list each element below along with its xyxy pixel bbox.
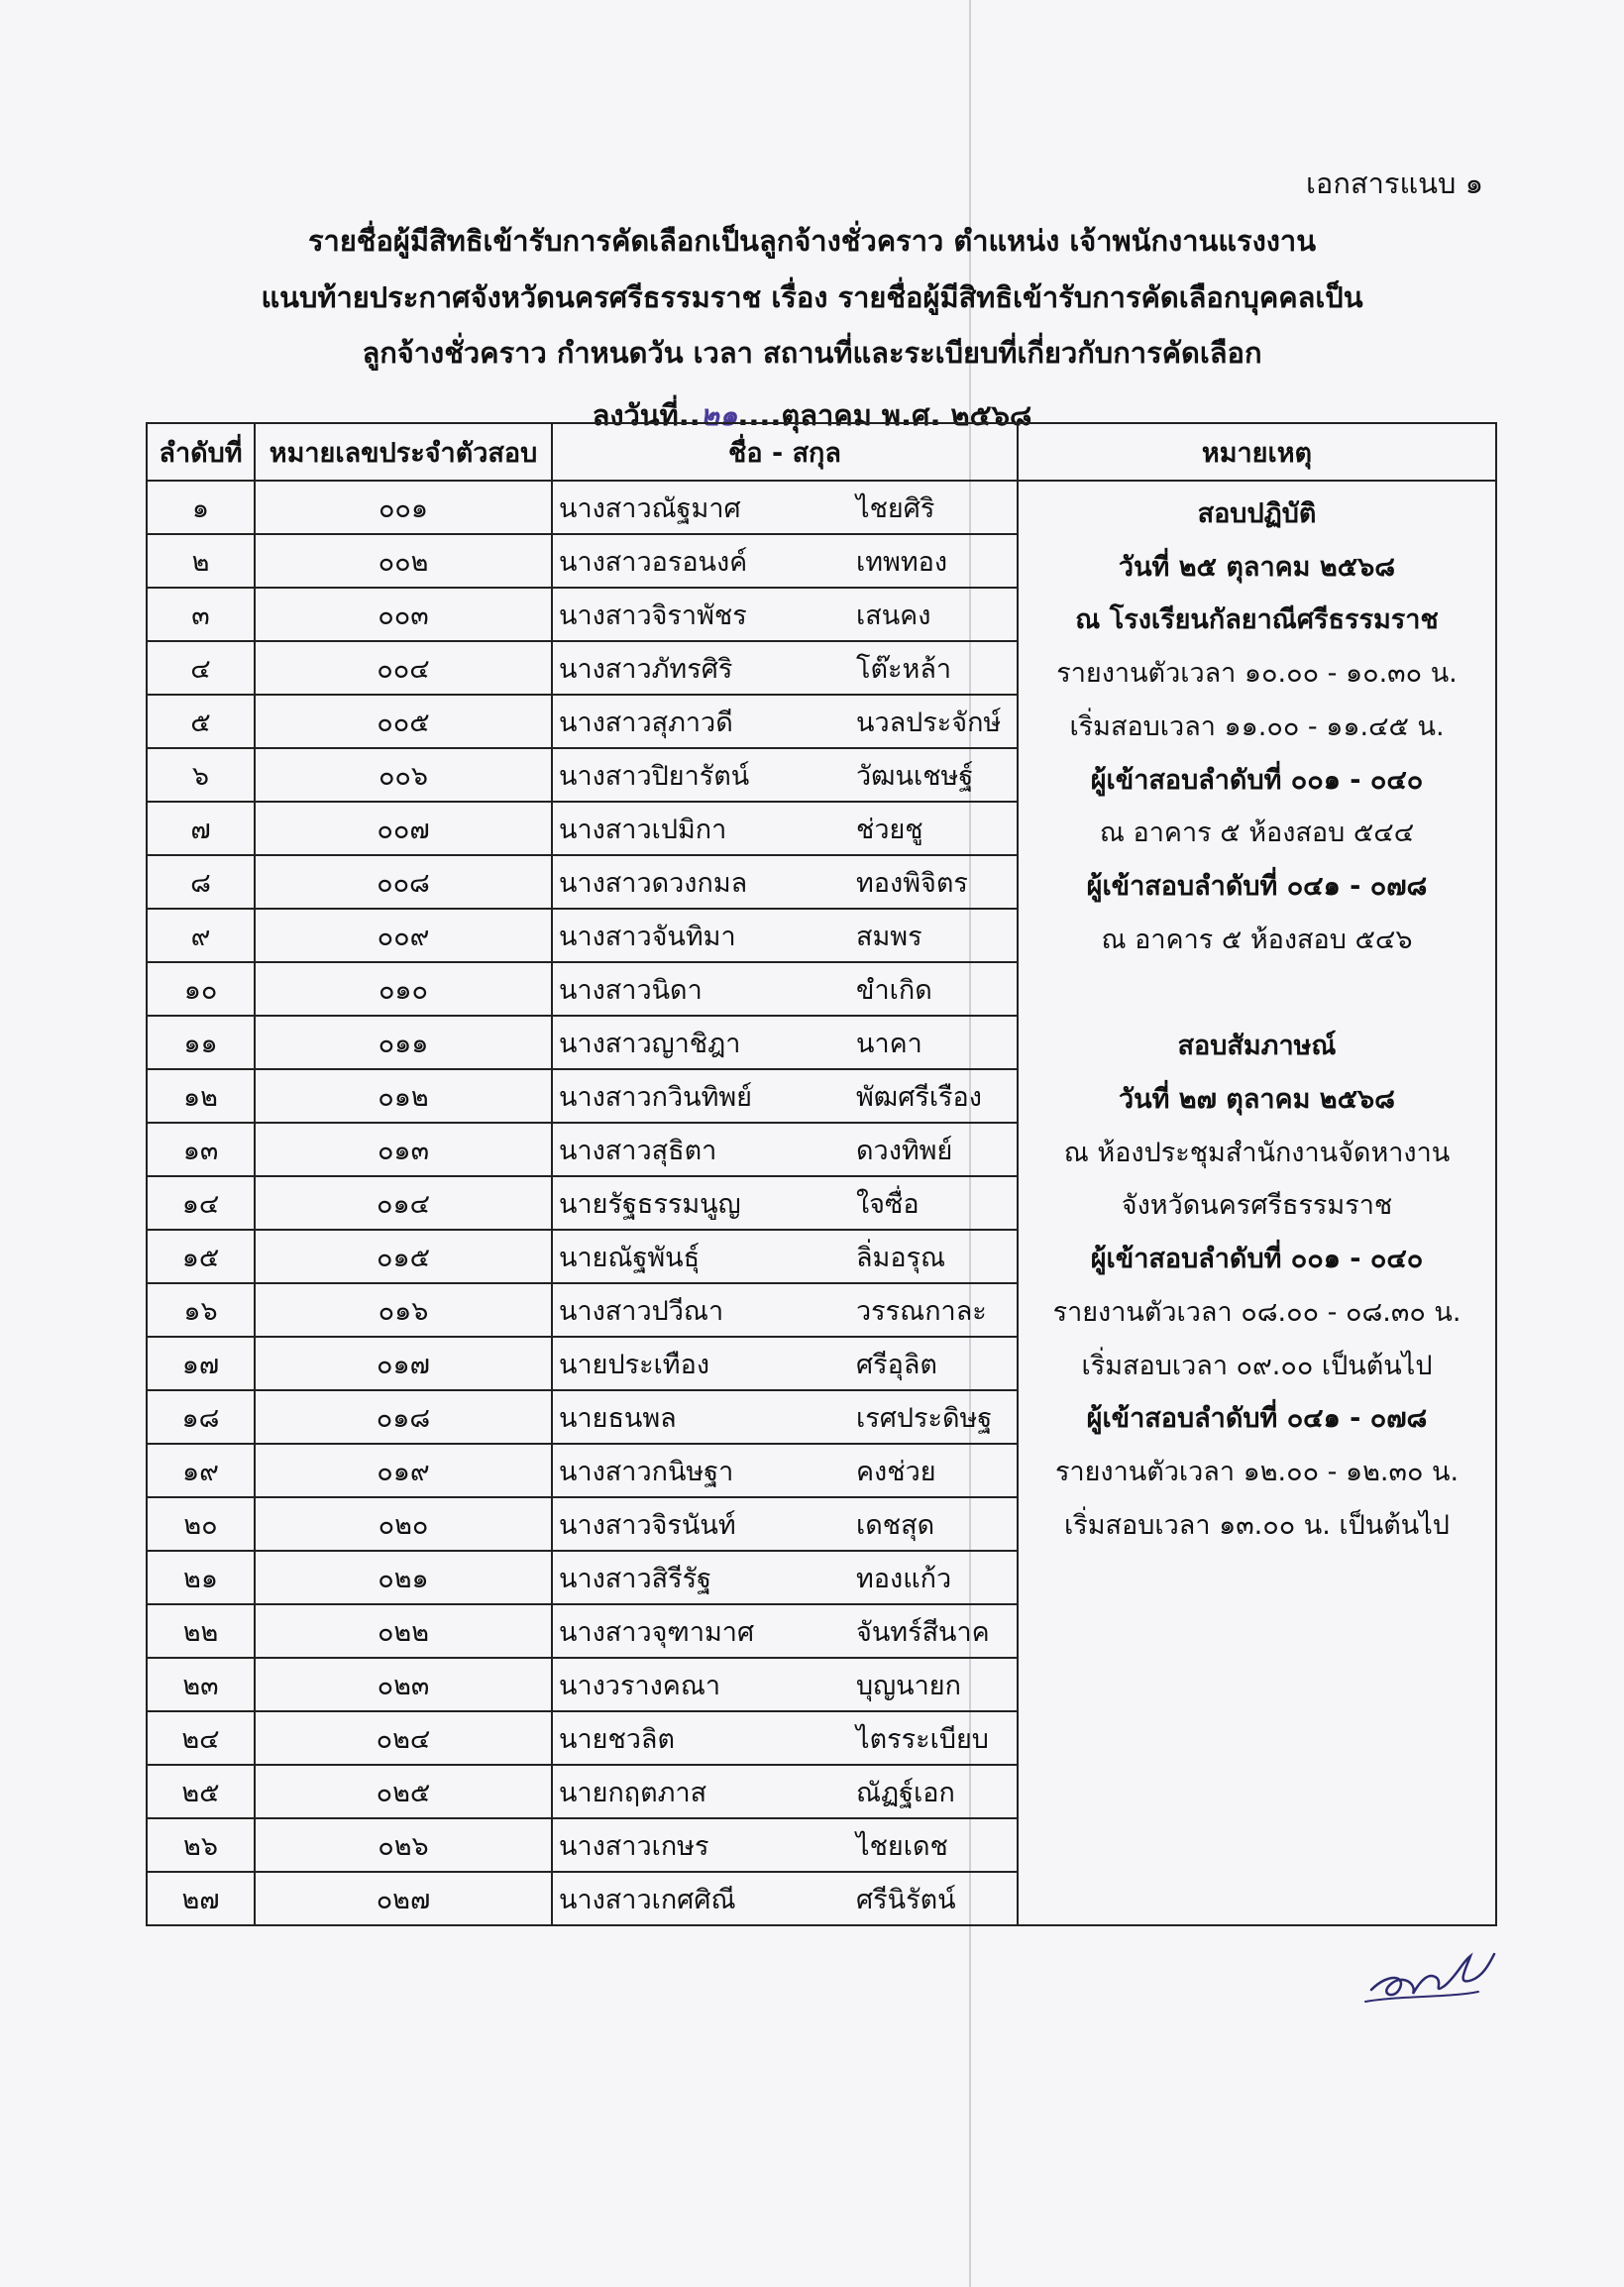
row-full-name [552, 1230, 1018, 1283]
row-full-name [552, 1283, 1018, 1337]
interview-report-2: รายงานตัวเวลา ๑๒.๐๐ - ๑๒.๓๐ น. [1054, 1456, 1460, 1487]
row-full-name [552, 534, 1018, 588]
practical-group-1: ผู้เข้าสอบลำดับที่ ๐๐๑ - ๐๔๐ [1090, 764, 1424, 796]
row-surname: นวลประจักษ์ [856, 707, 1002, 738]
title-line-3: ลูกจ้างชั่วคราว กำหนดวัน เวลา สถานที่และระเบียบที่เกี่ยวกับการคัดเลือก [362, 336, 1262, 370]
signature [1359, 1932, 1503, 2012]
row-name: นายรัฐธรรมนูญ [559, 1188, 741, 1220]
row-full-name [552, 695, 1018, 748]
row-surname: สมพร [856, 921, 922, 952]
row-full-name [552, 588, 1018, 641]
date-dots-1: .. [678, 398, 701, 432]
row-number: ๑๒ [147, 1069, 255, 1123]
row-name: นายธนพล [559, 1402, 677, 1434]
row-name: นางสาวญาชิฎา [559, 1028, 741, 1059]
practical-heading: สอบปฏิบัติ [1197, 498, 1317, 529]
row-surname: ไชยศิริ [856, 492, 935, 524]
row-full-name [552, 1497, 1018, 1551]
row-full-name [552, 1872, 1018, 1925]
row-name: นางสาวณัฐมาศ [559, 492, 741, 524]
row-exam-id: ๐๐๗ [255, 802, 552, 855]
date-dots-2: .... [737, 398, 782, 432]
row-surname: ใจซื่อ [856, 1188, 920, 1220]
row-exam-id: ๐๐๖ [255, 748, 552, 802]
date-prefix: ลงวันที่ [592, 398, 679, 432]
row-number: ๑๔ [147, 1176, 255, 1230]
row-full-name [552, 909, 1018, 962]
row-name: นายชวลิต [559, 1723, 676, 1755]
practical-venue: ณ โรงเรียนกัลยาณีศรีธรรมราช [1075, 604, 1439, 636]
row-name: นางสาวสุธิตา [559, 1135, 717, 1166]
row-full-name [552, 1390, 1018, 1444]
row-name: นางสาวเกษร [559, 1830, 709, 1862]
practical-report-time: รายงานตัวเวลา ๑๐.๐๐ - ๑๐.๓๐ น. [1056, 658, 1458, 690]
row-exam-id: ๐๑๕ [255, 1230, 552, 1283]
row-full-name [552, 962, 1018, 1016]
row-number: ๑๘ [147, 1390, 255, 1444]
row-surname: เรศประดิษฐ [856, 1402, 993, 1434]
row-name: นางสาวสิรีรัฐ [559, 1563, 711, 1594]
row-number: ๒๓ [147, 1658, 255, 1711]
row-exam-id: ๐๑๖ [255, 1283, 552, 1337]
row-name: นางสาวจันทิมา [559, 921, 736, 952]
row-number: ๑๐ [147, 962, 255, 1016]
row-exam-id: ๐๒๗ [255, 1872, 552, 1925]
interview-group-1: ผู้เข้าสอบลำดับที่ ๐๐๑ - ๐๔๐ [1090, 1244, 1424, 1275]
row-name: นางสาวภัทรศิริ [559, 653, 733, 685]
row-full-name [552, 1551, 1018, 1604]
row-surname: บุญนายก [856, 1670, 961, 1701]
row-surname: ไตรระเบียบ [856, 1723, 989, 1755]
row-surname: ณัฏฐ์เอก [856, 1777, 955, 1808]
row-exam-id: ๐๒๑ [255, 1551, 552, 1604]
column-header-name: ชื่อ - สกุล [552, 423, 1018, 481]
interview-start-2: เริ่มสอบเวลา ๑๓.๐๐ น. เป็นต้นไป [1064, 1509, 1450, 1541]
interview-heading: สอบสัมภาษณ์ [1177, 1031, 1337, 1062]
interview-report-1: รายงานตัวเวลา ๐๘.๐๐ - ๐๘.๓๐ น. [1052, 1296, 1462, 1328]
row-full-name [552, 1818, 1018, 1872]
row-name: นางสาวกวินทิพย์ [559, 1081, 752, 1113]
row-full-name [552, 641, 1018, 695]
row-number: ๖ [147, 748, 255, 802]
row-number: ๒๗ [147, 1872, 255, 1925]
row-surname: ไชยเดช [856, 1830, 948, 1862]
remarks-spacer [1019, 966, 1495, 1020]
row-surname: ศรีอุลิต [856, 1349, 937, 1380]
row-number: ๑ [147, 481, 255, 534]
row-surname: วรรณกาละ [856, 1295, 987, 1327]
attachment-label: เอกสารแนบ ๑ [1306, 166, 1483, 200]
row-exam-id: ๐๒๐ [255, 1497, 552, 1551]
interview-group-2: ผู้เข้าสอบลำดับที่ ๐๔๑ - ๐๗๘ [1086, 1403, 1428, 1435]
practical-group-2: ผู้เข้าสอบลำดับที่ ๐๔๑ - ๐๗๘ [1086, 870, 1428, 902]
row-exam-id: ๐๐๕ [255, 695, 552, 748]
row-number: ๒๕ [147, 1765, 255, 1818]
row-surname: ดวงทิพย์ [856, 1135, 953, 1166]
row-surname: จันทร์สีนาค [856, 1616, 990, 1648]
row-surname: ขำเกิด [856, 974, 932, 1006]
remarks-cell [1018, 481, 1496, 1925]
row-surname: คงช่วย [856, 1456, 936, 1487]
row-full-name [552, 802, 1018, 855]
row-name: นางสาวอรอนงค์ [559, 546, 748, 578]
table-body [147, 481, 1496, 1925]
row-number: ๒๐ [147, 1497, 255, 1551]
interview-start-1: เริ่มสอบเวลา ๐๙.๐๐ เป็นต้นไป [1081, 1350, 1433, 1381]
row-name: นางสาวจิรนันท์ [559, 1509, 736, 1541]
handwritten-date: ๒๑ [700, 398, 738, 432]
row-number: ๔ [147, 641, 255, 695]
row-full-name [552, 1123, 1018, 1176]
row-name: นางสาวสุภาวดี [559, 707, 733, 738]
practical-date: วันที่ ๒๕ ตุลาคม ๒๕๖๘ [1118, 551, 1396, 583]
row-exam-id: ๐๒๕ [255, 1765, 552, 1818]
row-exam-id: ๐๑๑ [255, 1016, 552, 1069]
row-surname: เสนคง [856, 599, 931, 631]
row-name: นางสาวเปมิกา [559, 814, 727, 845]
table-row [147, 481, 1496, 534]
title-line-2: แนบท้ายประกาศจังหวัดนครศรีธรรมราช เรื่อง รายชื่อผู้มีสิทธิเข้ารับการคัดเลือกบุคคลเป็น [261, 280, 1363, 314]
row-number: ๓ [147, 588, 255, 641]
row-number: ๒๒ [147, 1604, 255, 1658]
row-full-name [552, 1016, 1018, 1069]
row-exam-id: ๐๐๑ [255, 481, 552, 534]
row-exam-id: ๐๐๙ [255, 909, 552, 962]
row-exam-id: ๐๒๒ [255, 1604, 552, 1658]
row-surname: ลิ่มอรุณ [856, 1242, 946, 1273]
row-number: ๘ [147, 855, 255, 909]
row-number: ๒ [147, 534, 255, 588]
row-surname: ทองแก้ว [856, 1563, 952, 1594]
row-surname: เดชสุด [856, 1509, 935, 1541]
practical-start-time: เริ่มสอบเวลา ๑๑.๐๐ - ๑๑.๔๕ น. [1069, 710, 1445, 742]
row-number: ๑๕ [147, 1230, 255, 1283]
row-name: นางสาวเกศศิณี [559, 1884, 736, 1915]
row-name: นางสาวนิดา [559, 974, 703, 1006]
row-surname: เทพทอง [856, 546, 948, 578]
row-exam-id: ๐๑๔ [255, 1176, 552, 1230]
table-header-row [147, 423, 1496, 481]
row-name: นางสาวจุฑามาศ [559, 1616, 755, 1648]
column-header-remarks: หมายเหตุ [1018, 423, 1496, 481]
candidate-table [146, 422, 1497, 1926]
row-exam-id: ๐๒๔ [255, 1711, 552, 1765]
row-name: นางสาวกนิษฐา [559, 1456, 734, 1487]
row-name: นายณัฐพันธุ์ [559, 1242, 701, 1273]
row-full-name [552, 1444, 1018, 1497]
row-exam-id: ๐๐๔ [255, 641, 552, 695]
column-header-exam-id: หมายเลขประจำตัวสอบ [255, 423, 552, 481]
row-number: ๒๑ [147, 1551, 255, 1604]
row-full-name [552, 748, 1018, 802]
row-exam-id: ๐๒๓ [255, 1658, 552, 1711]
row-number: ๗ [147, 802, 255, 855]
row-full-name [552, 1176, 1018, 1230]
row-full-name [552, 1711, 1018, 1765]
row-full-name [552, 1604, 1018, 1658]
interview-date: วันที่ ๒๗ ตุลาคม ๒๕๖๘ [1118, 1084, 1396, 1116]
practical-room-1: ณ อาคาร ๕ ห้องสอบ ๕๔๔ [1099, 817, 1415, 849]
row-exam-id: ๐๑๓ [255, 1123, 552, 1176]
row-name: นางสาวปิยารัตน์ [559, 760, 750, 792]
row-exam-id: ๐๑๐ [255, 962, 552, 1016]
row-full-name [552, 1658, 1018, 1711]
practical-room-2: ณ อาคาร ๕ ห้องสอบ ๕๔๖ [1101, 924, 1413, 955]
row-number: ๒๔ [147, 1711, 255, 1765]
row-full-name [552, 481, 1018, 534]
row-exam-id: ๐๐๓ [255, 588, 552, 641]
row-name: นางวรางคณา [559, 1670, 721, 1701]
row-number: ๑๙ [147, 1444, 255, 1497]
column-header-number: ลำดับที่ [147, 423, 255, 481]
row-number: ๑๑ [147, 1016, 255, 1069]
row-surname: ทองพิจิตร [856, 867, 968, 899]
row-surname: ศรีนิรัตน์ [856, 1884, 956, 1915]
row-number: ๑๖ [147, 1283, 255, 1337]
row-name: นางสาวดวงกมล [559, 867, 748, 899]
row-surname: วัฒนเชษฐ์ [856, 760, 974, 792]
row-number: ๒๖ [147, 1818, 255, 1872]
row-exam-id: ๐๐๒ [255, 534, 552, 588]
row-name: นายกฤตภาส [559, 1777, 707, 1808]
row-full-name [552, 1337, 1018, 1390]
interview-venue-1: ณ ห้องประชุมสำนักงานจัดหางาน [1063, 1137, 1451, 1168]
row-surname: ช่วยชู [856, 814, 923, 845]
row-exam-id: ๐๐๘ [255, 855, 552, 909]
row-exam-id: ๐๒๖ [255, 1818, 552, 1872]
row-name: นางสาวจิราพัชร [559, 599, 747, 631]
row-exam-id: ๐๑๘ [255, 1390, 552, 1444]
row-number: ๑๗ [147, 1337, 255, 1390]
row-surname: พัฒศรีเรือง [856, 1081, 982, 1113]
row-surname: นาคา [856, 1028, 922, 1059]
date-suffix: ตุลาคม พ.ศ. ๒๕๖๘ [781, 398, 1032, 432]
row-exam-id: ๐๑๒ [255, 1069, 552, 1123]
row-full-name [552, 1069, 1018, 1123]
interview-venue-2: จังหวัดนครศรีธรรมราช [1121, 1190, 1393, 1222]
row-exam-id: ๐๑๙ [255, 1444, 552, 1497]
row-number: ๑๓ [147, 1123, 255, 1176]
title-line-1: รายชื่อผู้มีสิทธิเข้ารับการคัดเลือกเป็นลูกจ้างชั่วคราว ตำแหน่ง เจ้าพนักงานแรงงาน [307, 224, 1317, 258]
row-full-name [552, 855, 1018, 909]
row-exam-id: ๐๑๗ [255, 1337, 552, 1390]
row-name: นายประเทือง [559, 1349, 710, 1380]
row-number: ๙ [147, 909, 255, 962]
row-surname: โต๊ะหล้า [856, 653, 952, 685]
row-full-name [552, 1765, 1018, 1818]
row-number: ๕ [147, 695, 255, 748]
row-name: นางสาวปวีณา [559, 1295, 724, 1327]
